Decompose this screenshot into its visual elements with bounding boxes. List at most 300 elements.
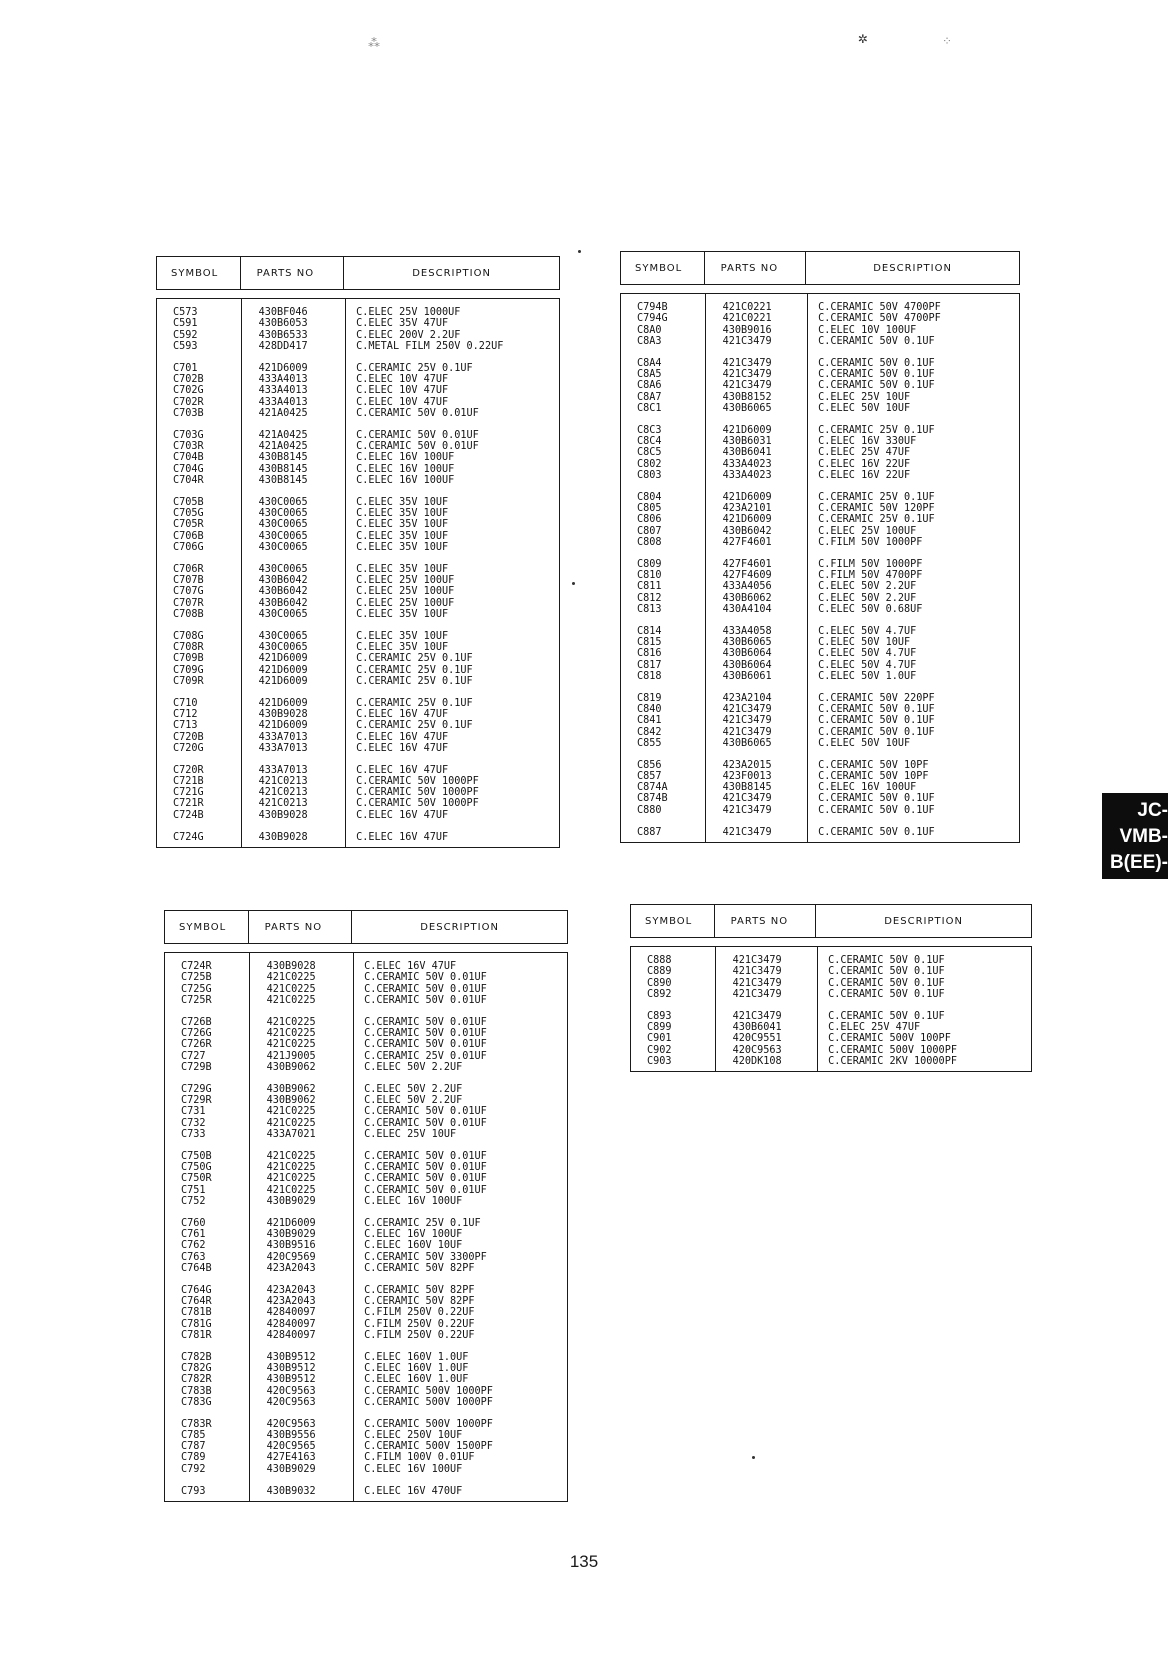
symbol-cell: C811 (637, 581, 662, 593)
description-cell: C.CERAMIC 50V 0.1UF (818, 715, 935, 727)
row-group (157, 765, 559, 821)
symbol-cell: C705B (173, 496, 204, 508)
description-cell: C.ELEC 10V 47UF (356, 385, 449, 397)
parts-no-cell: 421D6009 (258, 664, 308, 676)
scan-smudge: ⁘ (942, 34, 953, 48)
description-cell: C.CERAMIC 50V 0.1UF (828, 966, 945, 978)
table-row (157, 732, 559, 743)
header-symbol: SYMBOL (631, 905, 715, 937)
description-cell: C.CERAMIC 50V 0.1UF (818, 726, 935, 738)
symbol-cell: C706B (173, 530, 204, 542)
description-cell: C.FILM 250V 0.22UF (364, 1307, 475, 1319)
table-row (157, 318, 559, 329)
symbol-cell: C721B (173, 775, 204, 787)
description-cell: C.CERAMIC 25V 0.1UF (356, 675, 473, 687)
description-cell: C.CERAMIC 50V 0.01UF (364, 1016, 487, 1028)
symbol-cell: C713 (173, 720, 198, 732)
parts-table-bottom-right (630, 904, 1032, 1072)
table-row (621, 559, 1019, 570)
parts-no-cell: 421C0225 (266, 1027, 316, 1039)
parts-no-cell: 430B6041 (722, 447, 772, 459)
symbol-cell: C783G (181, 1396, 212, 1408)
row-group (621, 626, 1019, 682)
table-row (157, 575, 559, 586)
parts-no-cell: 423A2101 (722, 502, 772, 514)
table-row (621, 514, 1019, 525)
header-description: DESCRIPTION (412, 267, 491, 279)
table-row (165, 1084, 567, 1095)
parts-no-cell: 427F4601 (722, 536, 772, 548)
page-number: 135 (569, 1552, 599, 1571)
description-cell: C.CERAMIC 50V 0.01UF (364, 1039, 487, 1051)
parts-no-cell: 420C9563 (266, 1418, 316, 1430)
parts-no-cell: 420C9563 (266, 1385, 316, 1397)
table-row (621, 570, 1019, 581)
header-description: DESCRIPTION (873, 262, 952, 274)
symbol-cell: C8C1 (637, 402, 662, 414)
symbol-cell: C841 (637, 715, 662, 727)
description-cell: C.ELEC 35V 10UF (356, 507, 449, 519)
parts-no-cell: 430B6042 (258, 574, 308, 586)
row-group (621, 425, 1019, 481)
parts-no-cell: 421C0225 (266, 1173, 316, 1185)
description-cell: C.CERAMIC 50V 0.1UF (818, 826, 935, 838)
parts-no-cell: 433A7013 (258, 764, 308, 776)
table-row (157, 776, 559, 787)
table-row (157, 464, 559, 475)
parts-no-cell: 420C9563 (266, 1396, 316, 1408)
parts-no-cell: 423A2043 (266, 1284, 316, 1296)
description-cell: C.CERAMIC 50V 0.1UF (818, 703, 935, 715)
symbol-cell: C724G (173, 831, 204, 843)
description-cell: C.ELEC 160V 1.0UF (364, 1362, 469, 1374)
description-cell: C.CERAMIC 50V 0.1UF (818, 357, 935, 369)
table-row (165, 1051, 567, 1062)
symbol-cell: C815 (637, 636, 662, 648)
table-row (621, 782, 1019, 793)
symbol-cell: C802 (637, 458, 662, 470)
table-row (631, 989, 1031, 1000)
symbol-cell: C704R (173, 474, 204, 486)
symbol-cell: C724R (181, 961, 212, 972)
symbol-cell: C890 (647, 977, 672, 989)
symbol-cell: C782R (181, 1374, 212, 1386)
description-cell: C.ELEC 50V 4.7UF (818, 648, 917, 660)
parts-no-cell: 430B9516 (266, 1240, 316, 1252)
symbol-cell: C789 (181, 1452, 206, 1464)
description-cell: C.ELEC 35V 47UF (356, 318, 449, 330)
description-cell: C.ELEC 10V 47UF (356, 373, 449, 385)
description-cell: C.CERAMIC 500V 1000PF (364, 1396, 493, 1408)
parts-no-cell: 42840097 (266, 1318, 316, 1330)
description-cell: C.CERAMIC 50V 1000PF (356, 775, 479, 787)
description-cell: C.CERAMIC 50V 4700PF (818, 302, 941, 313)
parts-no-cell: 421C0225 (266, 1117, 316, 1129)
parts-no-cell: 421C0225 (266, 1039, 316, 1051)
description-cell: C.CERAMIC 50V 0.1UF (818, 804, 935, 816)
symbol-cell: C781G (181, 1318, 212, 1330)
table-row (621, 593, 1019, 604)
table-row (165, 1374, 567, 1385)
symbol-cell: C731 (181, 1106, 206, 1118)
description-cell: C.CERAMIC 50V 0.01UF (364, 1184, 487, 1196)
header-parts-no: PARTS NO (241, 257, 345, 289)
parts-no-cell: 421D6009 (266, 1217, 316, 1229)
description-cell: C.CERAMIC 50V 0.01UF (364, 994, 487, 1006)
description-cell: C.ELEC 16V 100UF (356, 463, 455, 475)
symbol-cell: C760 (181, 1217, 206, 1229)
description-cell: C.ELEC 35V 10UF (356, 541, 449, 553)
table-row (631, 1022, 1031, 1033)
symbol-cell: C8C4 (637, 435, 662, 447)
row-group (165, 1084, 567, 1140)
symbol-cell: C707R (173, 597, 204, 609)
description-cell: C.ELEC 250V 10UF (364, 1429, 463, 1441)
description-cell: C.CERAMIC 25V 0.1UF (818, 424, 935, 436)
symbol-cell: C725B (181, 972, 212, 984)
table-row (621, 392, 1019, 403)
table-row (165, 1039, 567, 1050)
symbol-cell: C710 (173, 697, 198, 709)
table-row (157, 631, 559, 642)
table-row (157, 385, 559, 396)
table-row (157, 441, 559, 452)
parts-no-cell: 430C0065 (258, 608, 308, 620)
table-row (621, 660, 1019, 671)
parts-no-cell: 430B9028 (266, 961, 316, 972)
symbol-cell: C704B (173, 452, 204, 464)
table-row (157, 642, 559, 653)
parts-no-cell: 421C3479 (732, 977, 782, 989)
table-row (621, 380, 1019, 391)
table-row (157, 709, 559, 720)
parts-no-cell: 433A4023 (722, 469, 772, 481)
symbol-cell: C805 (637, 502, 662, 514)
table-row (621, 637, 1019, 648)
symbol-cell: C705R (173, 519, 204, 531)
description-cell: C.ELEC 50V 2.2UF (364, 1083, 463, 1095)
description-cell: C.ELEC 25V 47UF (818, 447, 911, 459)
table-row (165, 972, 567, 983)
scan-dot (572, 582, 575, 585)
table-row (165, 1296, 567, 1307)
description-cell: C.CERAMIC 50V 0.01UF (364, 1027, 487, 1039)
description-cell: C.METAL FILM 250V 0.22UF (356, 340, 504, 352)
parts-no-cell: 430B6533 (258, 329, 308, 341)
table-row (621, 358, 1019, 369)
scan-smudge: ⁂ (368, 36, 380, 50)
symbol-cell: C781B (181, 1307, 212, 1319)
description-cell: C.CERAMIC 50V 4700PF (818, 313, 941, 325)
table-row (621, 626, 1019, 637)
table-row (621, 727, 1019, 738)
header-parts-no: PARTS NO (705, 252, 807, 284)
description-cell: C.ELEC 16V 330UF (818, 435, 917, 447)
parts-no-cell: 421C3479 (732, 1010, 782, 1022)
symbol-cell: C752 (181, 1195, 206, 1207)
parts-no-cell: 423F0013 (722, 770, 772, 782)
description-cell: C.ELEC 25V 100UF (356, 586, 455, 598)
column-divider (817, 947, 818, 1071)
table-row (157, 698, 559, 709)
description-cell: C.FILM 100V 0.01UF (364, 1452, 475, 1464)
table-row (165, 1464, 567, 1475)
table-row (165, 1062, 567, 1073)
description-cell: C.CERAMIC 50V 0.01UF (364, 1150, 487, 1162)
parts-no-cell: 421C0225 (266, 1184, 316, 1196)
description-cell: C.ELEC 35V 10UF (356, 496, 449, 508)
table-row (157, 787, 559, 798)
symbol-cell: C901 (647, 1033, 672, 1045)
column-divider (249, 953, 250, 1501)
description-cell: C.CERAMIC 50V 0.1UF (828, 955, 945, 966)
parts-no-cell: 430B9016 (722, 324, 772, 336)
parts-no-cell: 430C0065 (258, 496, 308, 508)
parts-no-cell: 427F4609 (722, 569, 772, 581)
description-cell: C.CERAMIC 500V 1000PF (364, 1385, 493, 1397)
description-cell: C.CERAMIC 2KV 10000PF (828, 1055, 957, 1067)
symbol-cell: C709B (173, 653, 204, 665)
parts-no-cell: 430B6042 (258, 586, 308, 598)
symbol-cell: C8A6 (637, 380, 662, 392)
symbol-cell: C781R (181, 1329, 212, 1341)
column-divider (715, 947, 716, 1071)
description-cell: C.ELEC 35V 10UF (356, 641, 449, 653)
symbol-cell: C703B (173, 407, 204, 419)
symbol-cell: C721G (173, 787, 204, 799)
description-cell: C.ELEC 25V 1000UF (356, 307, 461, 318)
parts-no-cell: 421D6009 (258, 697, 308, 709)
table-row (621, 436, 1019, 447)
parts-no-cell: 421C3479 (722, 793, 772, 805)
symbol-cell: C842 (637, 726, 662, 738)
section-tab-line: VMB- (1119, 826, 1168, 847)
description-cell: C.ELEC 16V 47UF (356, 742, 449, 754)
parts-no-cell: 430C0065 (258, 507, 308, 519)
table-row (157, 798, 559, 809)
symbol-cell: C785 (181, 1429, 206, 1441)
parts-no-cell: 421A0425 (258, 440, 308, 452)
description-cell: C.CERAMIC 50V 0.01UF (364, 1173, 487, 1185)
description-cell: C.ELEC 50V 4.7UF (818, 625, 917, 637)
table-row (165, 1486, 567, 1497)
symbol-cell: C762 (181, 1240, 206, 1252)
parts-no-cell: 421D6009 (258, 675, 308, 687)
table-row (157, 330, 559, 341)
description-cell: C.CERAMIC 25V 0.1UF (818, 514, 935, 526)
symbol-cell: C726R (181, 1039, 212, 1051)
table-row (621, 313, 1019, 324)
symbol-cell: C720B (173, 731, 204, 743)
table-row (165, 1196, 567, 1207)
table-row (621, 671, 1019, 682)
table-row (157, 765, 559, 776)
symbol-cell: C857 (637, 770, 662, 782)
parts-no-cell: 433A7021 (266, 1128, 316, 1140)
description-cell: C.ELEC 160V 1.0UF (364, 1374, 469, 1386)
row-group (157, 631, 559, 687)
row-group (165, 1486, 567, 1497)
table-row (621, 325, 1019, 336)
description-cell: C.CERAMIC 25V 0.1UF (356, 697, 473, 709)
parts-no-cell: 430C0065 (258, 630, 308, 642)
symbol-cell: C712 (173, 708, 198, 720)
parts-no-cell: 421C3479 (722, 826, 772, 838)
description-cell: C.ELEC 16V 47UF (356, 708, 449, 720)
table-header (164, 910, 568, 944)
parts-no-cell: 421C3479 (732, 988, 782, 1000)
parts-no-cell: 421A0425 (258, 429, 308, 441)
description-cell: C.FILM 50V 1000PF (818, 536, 923, 548)
parts-no-cell: 421D6009 (258, 720, 308, 732)
table-row (165, 1319, 567, 1330)
table-row (631, 1045, 1031, 1056)
parts-no-cell: 420DK108 (732, 1055, 782, 1067)
symbol-cell: C8A7 (637, 391, 662, 403)
parts-table-top-right (620, 251, 1020, 843)
parts-no-cell: 421C0225 (266, 972, 316, 984)
table-row (165, 1218, 567, 1229)
parts-no-cell: 430B8145 (722, 782, 772, 794)
parts-no-cell: 421C3479 (722, 715, 772, 727)
description-cell: C.ELEC 16V 22UF (818, 458, 911, 470)
description-cell: C.CERAMIC 50V 3300PF (364, 1251, 487, 1263)
parts-no-cell: 430B6065 (722, 402, 772, 414)
symbol-cell: C899 (647, 1021, 672, 1033)
symbol-cell: C702B (173, 373, 204, 385)
parts-no-cell: 421C3479 (732, 966, 782, 978)
table-row (621, 403, 1019, 414)
description-cell: C.ELEC 25V 100UF (356, 597, 455, 609)
table-row (157, 341, 559, 352)
table-row (157, 531, 559, 542)
description-cell: C.CERAMIC 50V 1000PF (356, 798, 479, 810)
row-group (621, 760, 1019, 816)
symbol-cell: C803 (637, 469, 662, 481)
section-tab (1102, 793, 1168, 879)
description-cell: C.ELEC 16V 100UF (356, 452, 455, 464)
table-row (157, 743, 559, 754)
symbol-cell: C720G (173, 742, 204, 754)
table-row (157, 542, 559, 553)
table-row (165, 1118, 567, 1129)
parts-no-cell: 421C3479 (732, 955, 782, 966)
row-group (157, 497, 559, 553)
symbol-cell: C8C5 (637, 447, 662, 459)
symbol-cell: C707G (173, 586, 204, 598)
parts-no-cell: 433A7013 (258, 742, 308, 754)
symbol-cell: C750B (181, 1150, 212, 1162)
symbol-cell: C807 (637, 525, 662, 537)
row-group (165, 961, 567, 1006)
parts-no-cell: 423A2015 (722, 759, 772, 771)
parts-no-cell: 421C0213 (258, 787, 308, 799)
symbol-cell: C708B (173, 608, 204, 620)
symbol-cell: C729R (181, 1094, 212, 1106)
parts-no-cell: 430B6062 (722, 592, 772, 604)
parts-no-cell: 430BF046 (258, 307, 308, 318)
table-row (165, 984, 567, 995)
row-group (165, 1352, 567, 1408)
symbol-cell: C793 (181, 1485, 206, 1497)
table-row (165, 1106, 567, 1117)
table-row (621, 805, 1019, 816)
description-cell: C.CERAMIC 25V 0.1UF (356, 664, 473, 676)
description-cell: C.ELEC 16V 47UF (356, 731, 449, 743)
symbol-cell: C892 (647, 988, 672, 1000)
header-description: DESCRIPTION (884, 915, 963, 927)
description-cell: C.ELEC 25V 10UF (364, 1128, 457, 1140)
description-cell: C.ELEC 35V 10UF (356, 530, 449, 542)
symbol-cell: C705G (173, 507, 204, 519)
section-tab-line: B(EE)- (1109, 852, 1168, 873)
description-cell: C.ELEC 16V 100UF (356, 474, 455, 486)
table-row (157, 508, 559, 519)
symbol-cell: C902 (647, 1044, 672, 1056)
table-row (621, 302, 1019, 313)
table-row (165, 995, 567, 1006)
table-row (621, 604, 1019, 615)
description-cell: C.ELEC 16V 100UF (364, 1463, 463, 1475)
table-row (157, 564, 559, 575)
description-cell: C.ELEC 50V 2.2UF (818, 592, 917, 604)
parts-no-cell: 430B9062 (266, 1083, 316, 1095)
parts-no-cell: 430B6042 (722, 525, 772, 537)
parts-no-cell: 430B6042 (258, 597, 308, 609)
table-row (621, 827, 1019, 838)
description-cell: C.ELEC 25V 10UF (818, 391, 911, 403)
table-row (165, 1185, 567, 1196)
table-row (157, 497, 559, 508)
symbol-cell: C889 (647, 966, 672, 978)
header-symbol: SYMBOL (157, 257, 241, 289)
parts-no-cell: 430B9512 (266, 1374, 316, 1386)
description-cell: C.CERAMIC 500V 1000PF (364, 1418, 493, 1430)
row-group (621, 358, 1019, 414)
table-row (621, 447, 1019, 458)
parts-no-cell: 421C0225 (266, 1106, 316, 1118)
parts-no-cell: 430B6053 (258, 318, 308, 330)
parts-no-cell: 433A4056 (722, 581, 772, 593)
table-row (165, 1173, 567, 1184)
table-row (165, 1330, 567, 1341)
table-row (165, 1129, 567, 1140)
table-row (157, 720, 559, 731)
symbol-cell: C591 (173, 318, 198, 330)
symbol-cell: C8A5 (637, 368, 662, 380)
table-row (165, 1397, 567, 1408)
table-row (621, 715, 1019, 726)
parts-no-cell: 421C3479 (722, 703, 772, 715)
parts-no-cell: 421C3479 (722, 726, 772, 738)
description-cell: C.CERAMIC 25V 0.1UF (356, 720, 473, 732)
description-cell: C.CERAMIC 50V 0.01UF (356, 440, 479, 452)
row-group (621, 559, 1019, 615)
parts-no-cell: 430B8145 (258, 463, 308, 475)
row-group (157, 430, 559, 486)
table-row (165, 1229, 567, 1240)
header-symbol: SYMBOL (165, 911, 249, 943)
symbol-cell: C856 (637, 759, 662, 771)
scan-smudge: ✲ (858, 28, 868, 47)
table-row (157, 408, 559, 419)
table-body (620, 293, 1020, 843)
description-cell: C.CERAMIC 25V 0.01UF (364, 1050, 487, 1062)
parts-no-cell: 421A0425 (258, 407, 308, 419)
description-cell: C.ELEC 16V 47UF (356, 809, 449, 821)
description-cell: C.CERAMIC 50V 0.01UF (364, 1106, 487, 1118)
description-cell: C.CERAMIC 50V 0.01UF (364, 1117, 487, 1129)
